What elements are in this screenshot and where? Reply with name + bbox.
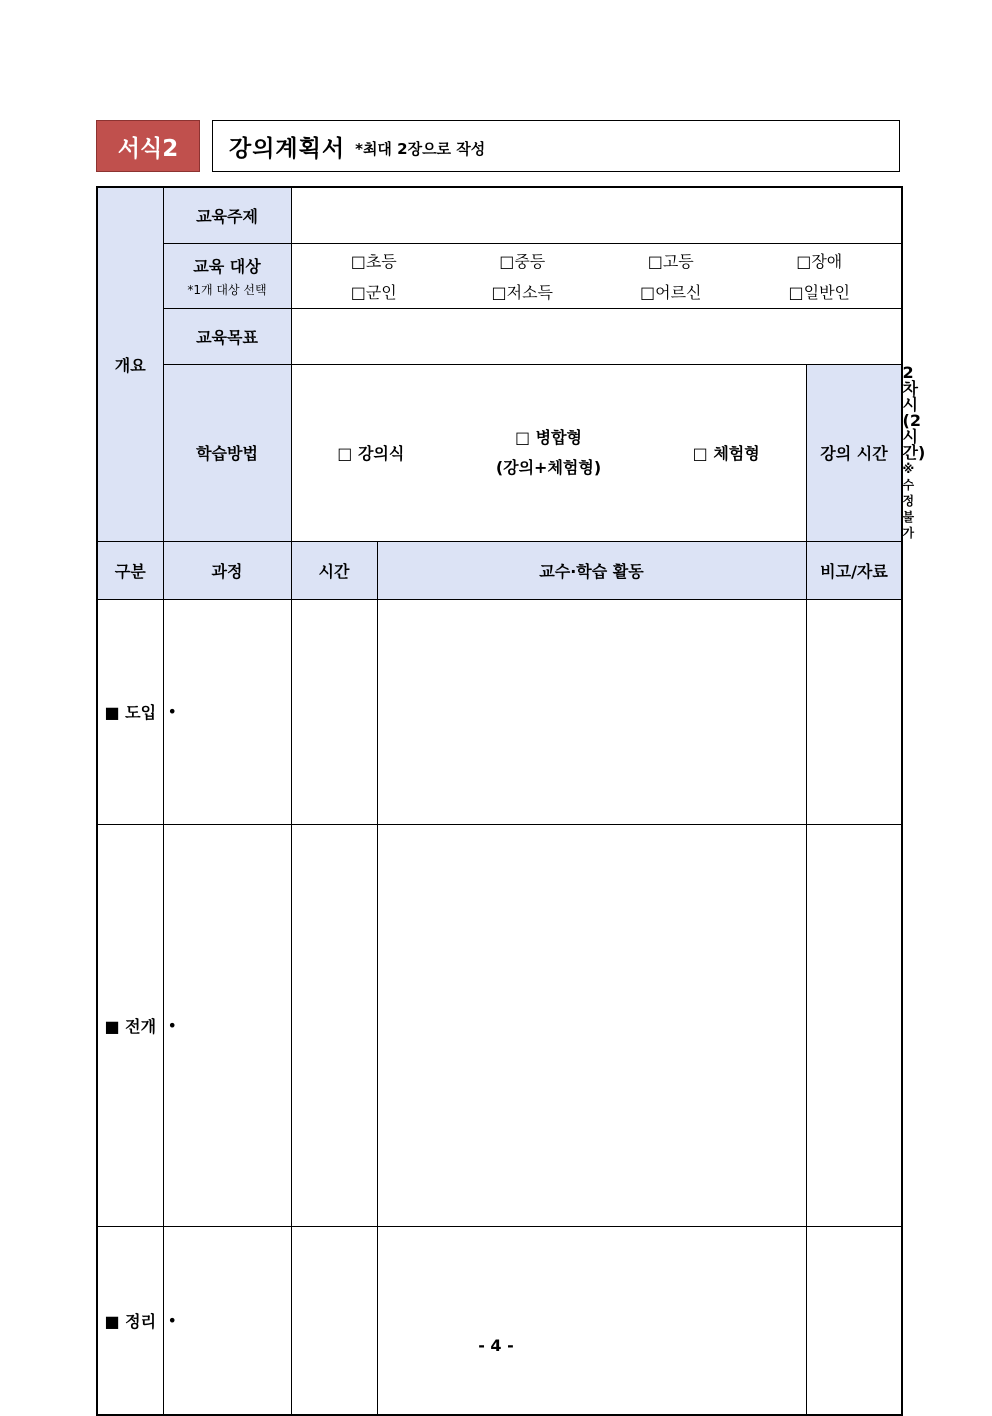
activity-wrapup[interactable] xyxy=(377,1226,806,1415)
page-title: 강의계획서 xyxy=(229,135,346,162)
time-wrapup[interactable] xyxy=(291,1226,377,1415)
time-develop[interactable] xyxy=(291,824,377,1226)
target-options xyxy=(291,243,902,308)
lecture-time-label: 강의 시간 xyxy=(806,364,902,541)
section-row-develop xyxy=(97,824,902,1226)
topic-label: 교육주제 xyxy=(163,187,291,243)
method-experience[interactable]: □ 체험형 xyxy=(692,444,760,463)
col-header-process: 과정 xyxy=(163,541,291,599)
process-develop[interactable]: • xyxy=(163,824,291,1226)
time-intro[interactable] xyxy=(291,599,377,824)
col-header-time: 시간 xyxy=(291,541,377,599)
method-hybrid[interactable] xyxy=(496,423,601,483)
form-badge: 서식2 xyxy=(96,120,200,172)
section-label-wrapup: ■ 정리 xyxy=(97,1226,163,1415)
notes-wrapup[interactable] xyxy=(806,1226,902,1415)
section-row-wrapup xyxy=(97,1226,902,1415)
process-wrapup[interactable]: • xyxy=(163,1226,291,1415)
title-note: *최대 2장으로 작성 xyxy=(355,139,486,158)
target-option-low-income[interactable]: □저소득 xyxy=(491,282,553,302)
topic-field[interactable] xyxy=(291,187,902,243)
goal-label: 교육목표 xyxy=(163,308,291,364)
notes-intro[interactable] xyxy=(806,599,902,824)
target-option-general[interactable]: □일반인 xyxy=(788,282,850,302)
method-hybrid-line1: □ 병합형 xyxy=(514,427,583,447)
notes-develop[interactable] xyxy=(806,824,902,1226)
process-intro[interactable]: • xyxy=(163,599,291,824)
overview-label: 개요 xyxy=(97,187,163,541)
col-header-notes: 비고/자료 xyxy=(806,541,902,599)
section-label-intro: ■ 도입 xyxy=(97,599,163,824)
title-box xyxy=(212,120,900,172)
target-label-cell xyxy=(163,243,291,308)
target-option-senior[interactable]: □어르신 xyxy=(640,282,702,302)
activity-intro[interactable] xyxy=(377,599,806,824)
method-hybrid-line2: (강의+체험형) xyxy=(495,457,602,477)
method-label: 학습방법 xyxy=(163,364,291,541)
target-option-elementary[interactable]: □초등 xyxy=(350,251,397,271)
lecture-plan-table: 개요 교육주제 교육 대상 *1개 대상 선택 □초등 □중등 □고등 □장애 □군인 □저소득 □어르신 □일반인 교육목표 학습방법 □ 강의식 □ 병합형 (강의+체험형) □ 체험형 강의 시간 2차시 (2시간) ※수정 불가 구분 과정 시간 교수·학습 활동 비고/자료 ■ 도입 • ■ 전개 • ■ 정리 • xyxy=(96,186,903,1416)
target-sublabel: *1개 대상 선택 xyxy=(187,282,267,297)
target-option-military[interactable]: □군인 xyxy=(350,282,397,302)
target-option-middle[interactable]: □중등 xyxy=(499,251,546,271)
section-label-develop: ■ 전개 xyxy=(97,824,163,1226)
col-header-activity: 교수·학습 활동 xyxy=(377,541,806,599)
activity-develop[interactable] xyxy=(377,824,806,1226)
section-row-intro xyxy=(97,599,902,824)
target-option-high[interactable]: □고등 xyxy=(647,251,694,271)
method-options xyxy=(291,364,806,541)
target-label: 교육 대상 xyxy=(193,256,261,276)
col-header-category: 구분 xyxy=(97,541,163,599)
page-number: - 4 - xyxy=(478,1336,514,1355)
goal-field[interactable] xyxy=(291,308,902,364)
method-lecture[interactable]: □ 강의식 xyxy=(337,444,405,463)
target-option-disabled[interactable]: □장애 xyxy=(796,251,843,271)
